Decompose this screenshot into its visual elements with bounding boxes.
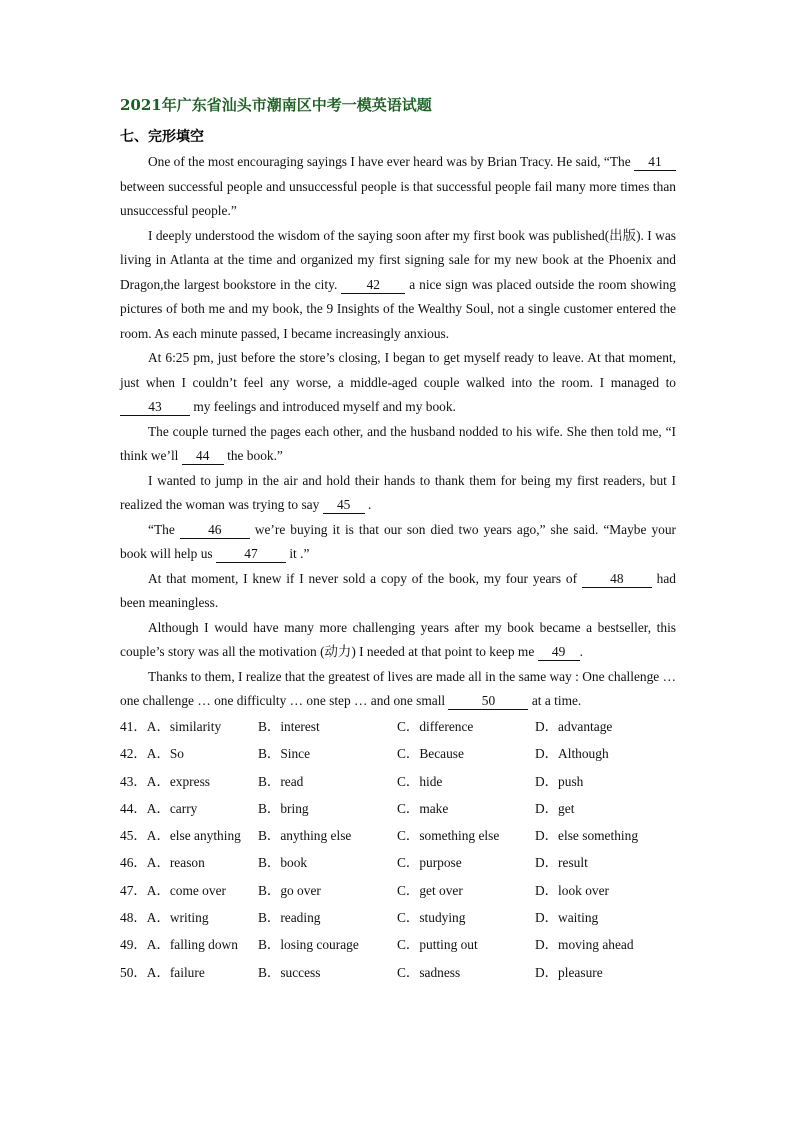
- option-d: D．push: [535, 773, 584, 789]
- option-c: C．Because: [397, 746, 464, 762]
- option-d: D．pleasure: [535, 964, 603, 980]
- option-d: D．look over: [535, 882, 610, 898]
- paragraph-2: [120, 224, 676, 347]
- option-d: D．Although: [535, 746, 609, 762]
- text: “The: [148, 521, 180, 537]
- document-title: 2021年广东省汕头市潮南区中考一模英语试题: [120, 96, 432, 114]
- text: I wanted to jump in the air and hold their hands to thank them for being my first readers, but I realized the woman was trying to say: [120, 472, 676, 512]
- text: Although I would have many more challenging years after my book became a bestseller, this couple’s story was all the motivation (动力) I needed at that point to keep me: [120, 619, 676, 659]
- option-row-43: [120, 771, 680, 798]
- answer-options: [120, 716, 680, 989]
- paragraph-3: [120, 346, 676, 420]
- blank-43: 43: [120, 399, 190, 416]
- option-row-50: [120, 962, 680, 989]
- text: At that moment, I knew if I never sold a copy of the book, my four years of: [148, 570, 582, 586]
- option-a: 45．A．else anything: [120, 828, 241, 844]
- option-b: B．success: [258, 964, 321, 980]
- option-b: B．losing courage: [258, 937, 359, 953]
- option-row-46: [120, 852, 680, 879]
- paragraph-1: [120, 150, 676, 224]
- option-a: 44．A．carry: [120, 800, 198, 816]
- blank-50: 50: [448, 693, 528, 710]
- option-row-48: [120, 907, 680, 934]
- blank-49: 49: [538, 644, 580, 661]
- option-a: 42．A．So: [120, 746, 184, 762]
- text: I deeply understood the wisdom of the saying soon after my first book was published(出版). I was living in Atlanta at the time and organized my first signing sale for my new book at the Phoenix and Dragon,the largest bookstore in the city.: [120, 227, 676, 292]
- blank-41: 41: [634, 154, 676, 171]
- paragraph-8: [120, 616, 676, 665]
- blank-46: 46: [180, 522, 250, 539]
- cloze-passage: [120, 150, 676, 714]
- option-row-47: [120, 880, 680, 907]
- paragraph-5: [120, 469, 676, 518]
- option-a: 41．A．similarity: [120, 719, 222, 734]
- option-a: 43．A．express: [120, 773, 211, 789]
- text: my feelings and introduced myself and my book.: [190, 399, 456, 414]
- text: it .”: [285, 546, 310, 561]
- option-row-49: [120, 934, 680, 961]
- option-d: D．waiting: [535, 910, 599, 926]
- option-d: D．result: [535, 855, 588, 871]
- option-c: C．something else: [397, 828, 500, 844]
- option-row-44: [120, 798, 680, 825]
- option-b: B．go over: [258, 882, 321, 898]
- text: One of the most encouraging sayings I have ever heard was by Brian Tracy. He said, “The: [148, 154, 634, 169]
- text: had been meaningless.: [120, 570, 676, 610]
- option-b: B．Since: [258, 746, 311, 762]
- option-row-45: [120, 825, 680, 852]
- text: .: [579, 644, 583, 659]
- paragraph-4: [120, 420, 676, 469]
- option-b: B．anything else: [258, 828, 352, 844]
- option-b: B．reading: [258, 910, 321, 926]
- paragraph-9: [120, 665, 676, 714]
- option-row-41: [120, 716, 680, 743]
- option-a: 50．A．failure: [120, 964, 205, 980]
- option-c: C．difference: [397, 719, 474, 734]
- text: At 6:25 pm, just before the store’s closing, I began to get myself ready to leave. At that moment, just when I couldn’t feel any worse, a middle-aged couple walked into the room. I managed to: [120, 350, 676, 390]
- option-d: D．get: [535, 800, 575, 816]
- blank-45: 45: [323, 497, 365, 514]
- section-heading: 七、完形填空: [120, 129, 204, 145]
- text: we’re buying it is that our son died two years ago,” she said. “Maybe your book will help us: [120, 521, 677, 561]
- option-c: C．studying: [397, 910, 466, 926]
- option-a: 46．A．reason: [120, 855, 205, 871]
- option-c: C．get over: [397, 882, 463, 898]
- option-a: 47．A．come over: [120, 882, 226, 898]
- text: a nice sign was placed outside the room showing pictures of both me and my book, the 9 Insights of the Wealthy Soul, not a single customer entered the room. As each minute passed, I became increasingly anxious.: [120, 276, 676, 341]
- option-b: B．bring: [258, 800, 309, 816]
- text: Thanks to them, I realize that the greatest of lives are made all in the same way : One challenge … one challenge … one difficulty … one step … and one small: [120, 668, 676, 708]
- option-a: 49．A．falling down: [120, 937, 238, 953]
- option-row-42: [120, 743, 680, 770]
- option-c: C．sadness: [397, 964, 461, 980]
- blank-44: 44: [182, 448, 224, 465]
- blank-48: 48: [582, 571, 652, 588]
- option-c: C．purpose: [397, 855, 462, 871]
- text: between successful people and unsuccessful people is that successful people fail many more times than unsuccessful people.”: [120, 178, 676, 218]
- blank-47: 47: [216, 546, 286, 563]
- option-c: C．putting out: [397, 937, 478, 953]
- paragraph-7: [120, 567, 676, 616]
- paragraph-6: [120, 518, 676, 567]
- option-d: D．advantage: [535, 719, 613, 734]
- text: The couple turned the pages each other, and the husband nodded to his wife. She then told me, “I think we’ll: [120, 423, 676, 463]
- blank-42: 42: [341, 277, 405, 294]
- option-c: C．make: [397, 800, 449, 816]
- text: .: [364, 497, 372, 512]
- text: at a time.: [528, 693, 582, 708]
- option-b: B．interest: [258, 719, 320, 734]
- option-d: D．moving ahead: [535, 937, 634, 953]
- option-b: B．book: [258, 855, 308, 871]
- option-b: B．read: [258, 773, 304, 789]
- option-d: D．else something: [535, 828, 639, 844]
- option-a: 48．A．writing: [120, 910, 209, 926]
- text: the book.”: [223, 448, 283, 463]
- option-c: C．hide: [397, 773, 443, 789]
